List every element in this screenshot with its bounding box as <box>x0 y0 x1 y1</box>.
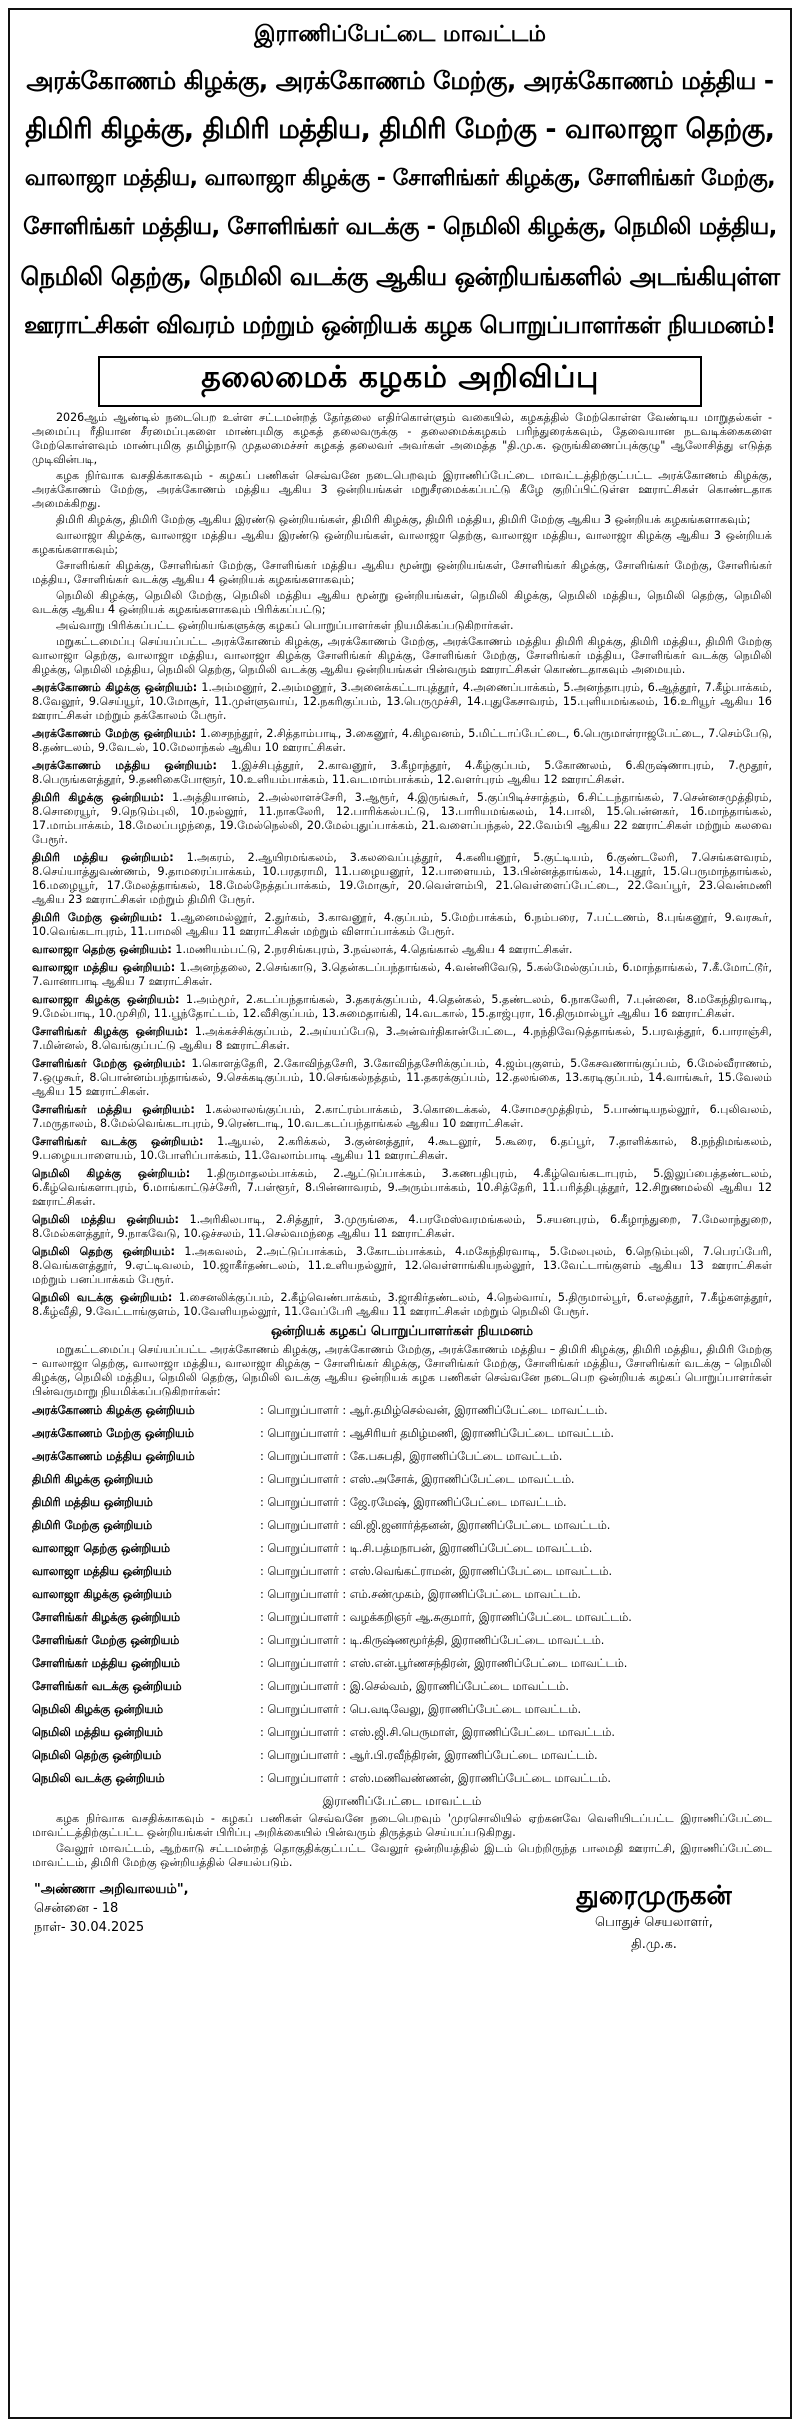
appointment-union: வாலாஜா தெற்கு ஒன்றியம் <box>32 1542 170 1555</box>
office-address: "அண்ணா அறிவாலயம்", <box>34 1882 189 1897</box>
union-name: திமிரி மேற்கு ஒன்றியம்: <box>32 911 163 924</box>
notice-body <box>10 411 790 1870</box>
appointment-row <box>32 1541 772 1557</box>
issue-date: நாள்- 30.04.2025 <box>34 1920 145 1935</box>
union-section <box>32 943 772 957</box>
appointment-person: : பொறுப்பாளர் : இ.செல்வம், இராணிப்பேட்டை மாவட்டம். <box>260 1680 569 1693</box>
union-section <box>32 1103 772 1131</box>
appointment-union: நெமிலி கிழக்கு ஒன்றியம் <box>32 1703 163 1716</box>
signatory-party: தி.மு.க. <box>631 1937 677 1952</box>
intro-paragraph: மறுகட்டமைப்பு செய்யப்பட்ட அரக்கோணம் கிழக்கு, அரக்கோணம் மேற்கு, அரக்கோணம் மத்திய திமிரி கிழக்கு, திமிரி மத்திய, திமிரி மேற்கு வாலாஜா தெற்கு, வாலாஜா மத்திய, வாலாஜா கிழக்கு சோளிங்கர் கிழக்கு, சோளிங்கர் மேற்கு, சோளிங்கர் மத்திய, சோளிங்கர் வடக்கு நெமிலி கிழக்கு, நெமிலி மத்திய, நெமிலி தெற்கு, நெமிலி வடக்கு ஆகிய ஒன்றியங்கள் பின்வரும் ஊராட்சிகள் கொண்டதாகவும் அமையும். <box>32 635 772 676</box>
union-section <box>32 1291 772 1319</box>
headline-line: திமிரி கிழக்கு, திமிரி மத்திய, திமிரி மேற்கு - வாலாஜா தெற்கு, <box>25 114 775 145</box>
appointment-person: : பொறுப்பாளர் : பெ.வடிவேலு, இராணிப்பேட்டை மாவட்டம். <box>260 1703 582 1716</box>
union-villages: 1.அகரம், 2.ஆயிரமங்கலம், 3.கலவைப்புத்தூர், 4.கனியனூர், 5.குட்டியம், 6.குண்டலேரி, 7.செங்களவரம், 8.செய்யாத்துவண்ணம், 9.தாமரைப்பாக்கம், 10.பரதராமி, 11.பழையனூர், 12.பாளையம், 13.பின்னத்தாங்கல், 14.புதூர், 15.பெருமாந்தாங்கல், 16.மழையூர், 17.மேலத்தாங்கல், 18.மேல்நேத்தப்பாக்கம், 19.மோசூர், 20.வெள்ளம்பி, 21.வெள்ளைப்பேட்டை, 22.வேப்பூர், 23.வென்மணி ஆகிய 23 ஊராட்சிகள் மற்றும் திமிரி பேரூர். <box>32 851 773 906</box>
union-section <box>32 1025 772 1053</box>
appointment-union: அரக்கோணம் மத்திய ஒன்றியம் <box>32 1450 195 1463</box>
union-villages: 1.கல்லாலங்குப்பம், 2.காட்ரம்பாக்கம், 3.கொடைக்கல், 4.சோமசமுத்திரம், 5.பாண்டியநல்லூர், 6.புலிவலம், 7.மருதாலம், 8.மேல்வெங்கடாபுரம், 9.ரெண்டாடி, 10.வடகடப்பந்தாங்கல் ஆகிய 10 ஊராட்சிகள். <box>32 1103 772 1130</box>
union-section <box>32 791 772 847</box>
closing-paragraph: வேலூர் மாவட்டம், ஆற்காடு சட்டமன்றத் தொகுதிக்குட்பட்ட வேலூர் ஒன்றியத்தில் இடம் பெற்றிருந்த பாலமதி ஊராட்சி, இராணிப்பேட்டை மாவட்டம், திமிரி மேற்கு ஒன்றியத்தில் செயல்படும். <box>32 1842 772 1869</box>
appointment-union: திமிரி மத்திய ஒன்றியம் <box>32 1496 153 1509</box>
appointment-row <box>32 1449 772 1465</box>
appointment-row <box>32 1725 772 1741</box>
district-title: இராணிப்பேட்டை மாவட்டம் <box>254 22 546 47</box>
appointment-row <box>32 1495 772 1511</box>
headline-line: நெமிலி தெற்கு, நெமிலி வடக்கு ஆகிய ஒன்றியங்களில் அடங்கியுள்ள <box>20 262 780 291</box>
union-name: சோளிங்கர் மேற்கு ஒன்றியம்: <box>32 1057 186 1070</box>
notice-page <box>8 8 792 2419</box>
union-villages: 1.மணியம்பட்டு, 2.நரசிங்கபுரம், 3.நவ்லாக், 4.தெங்கால் ஆகிய 4 ஊராட்சிகள். <box>175 943 573 956</box>
appointment-row <box>32 1748 772 1764</box>
signature-block <box>10 1872 790 1956</box>
headline-line: ஊராட்சிகள் விவரம் மற்றும் ஒன்றியக் கழக பொறுப்பாளர்கள் நியமனம்! <box>24 311 776 339</box>
union-villages: 1.ஆயல், 2.கரிக்கல், 3.குன்னத்தூர், 4.கூடலூர், 5.கூரை, 6.தப்பூர், 7.தாளிக்கால், 8.நந்திமங்கலம், 9.பழையபாளையம், 10.போளிப்பாக்கம், 11.வேலாம்பாடி ஆகிய 11 ஊராட்சிகள். <box>32 1135 772 1162</box>
footer-district: இராணிப்பேட்டை மாவட்டம் <box>322 1794 482 1808</box>
issue-details <box>34 1880 189 1956</box>
intro-paragraph: வாலாஜா கிழக்கு, வாலாஜா மத்திய ஆகிய இரண்டு ஒன்றியங்கள், வாலாஜா தெற்கு, வாலாஜா மத்திய, வாலாஜா கிழக்கு ஆகிய 3 ஒன்றியக் கழகங்களாகவும்; <box>32 529 772 556</box>
appointments-table <box>32 1403 772 1787</box>
appointments-heading: ஒன்றியக் கழகப் பொறுப்பாளர்கள் நியமனம் <box>270 1324 534 1339</box>
union-villages: 1.அகவலம், 2.அட்டுப்பாக்கம், 3.கோடம்பாக்கம், 4.மகேந்திரவாடி, 5.மேலபுலம், 6.நெடும்புலி, 7.பெரப்பேரி, 8.வெங்களத்தூர், 9.ஏட்டிவலம், 10.ஜாகீர்தண்டலம், 11.உளியநல்லூர், 12.வெள்ளாங்கியநல்லூர், 13.வேட்டாங்குளம் ஆகிய 13 ஊராட்சிகள் மற்றும் பனப்பாக்கம் பேரூர். <box>32 1245 772 1286</box>
union-section <box>32 1213 772 1241</box>
union-name: அரக்கோணம் மேற்கு ஒன்றியம்: <box>32 727 197 740</box>
appointment-row <box>32 1679 772 1695</box>
union-name: வாலாஜா மத்திய ஒன்றியம்: <box>32 961 176 974</box>
office-city: சென்னை - 18 <box>34 1901 119 1916</box>
appointment-person: : பொறுப்பாளர் : ஜே.ரமேஷ், இராணிப்பேட்டை மாவட்டம். <box>260 1496 567 1509</box>
appointment-person: : பொறுப்பாளர் : எஸ்.என்.பூர்ணசந்திரன், இராணிப்பேட்டை மாவட்டம். <box>260 1657 628 1670</box>
union-villages: 1.திருமாதலம்பாக்கம், 2.ஆட்டுப்பாக்கம், 3.கணபதிபுரம், 4.கீழ்வெங்கடாபுரம், 5.இலுப்பைத்தண்டலம், 6.கீழ்வெங்களாபுரம், 6.மாங்காட்டுச்சேரி, 7.பள்ளூர், 8.பின்னாவரம், 9.அரும்பாக்கம், 10.சித்தேரி, 11.பரித்திபுத்தூர், 12.சிறுணமல்லி ஆகிய 12 ஊராட்சிகள். <box>32 1167 772 1208</box>
appointment-union: நெமிலி வடக்கு ஒன்றியம் <box>32 1772 165 1785</box>
appointment-person: : பொறுப்பாளர் : எஸ்.அசோக், இராணிப்பேட்டை மாவட்டம். <box>260 1473 575 1486</box>
appointment-person: : பொறுப்பாளர் : ஆர்.தமிழ்செல்வன், இராணிப்பேட்டை மாவட்டம். <box>260 1404 608 1417</box>
headquarters-announcement-banner: தலைமைக் கழகம் அறிவிப்பு <box>98 356 702 407</box>
appointment-person: : பொறுப்பாளர் : எம்.சண்முகம், இராணிப்பேட்டை மாவட்டம். <box>260 1588 582 1601</box>
appointment-row <box>32 1587 772 1603</box>
closing-paragraph: கழக நிர்வாக வசதிக்காகவும் - கழகப் பணிகள் செவ்வனே நடைபெறவும் 'முரசொலியில் ஏற்கனவே வெளியிடப்பட்ட இராணிப்பேட்டை மாவட்டத்திற்குட்பட்ட ஒன்றியங்கள் பிரிப்பு அறிக்கையில் பின்வரும் திருத்தம் செய்யப்படுகிறது. <box>32 1812 772 1839</box>
union-villages: 1.அம்மனூர், 2.அம்மனூர், 3.அனைக்கட்டாபுத்தூர், 4.அணைப்பாக்கம், 5.அனந்தாபுரம், 6.ஆத்தூர், 7.கீழ்பாக்கம், 8.வேலூர், 9.செய்யூர், 10.மோசூர், 11.முள்ளுவாய், 12.நகரிகுப்பம், 13.பெருமுச்சி, 14.புதுகேசாவரம், 15.புளியமங்கலம், 16.உரியூர் ஆகிய 16 ஊராட்சிகள் மற்றும் தக்கோலம் பேரூர். <box>32 681 773 722</box>
union-name: சோளிங்கர் மத்திய ஒன்றியம்: <box>32 1103 195 1116</box>
intro-paragraph: நெமிலி கிழக்கு, நெமிலி மேற்கு, நெமிலி மத்திய ஆகிய மூன்று ஒன்றியங்கள், நெமிலி கிழக்கு, நெமிலி மத்திய, நெமிலி தெற்கு, நெமிலி வடக்கு ஆகிய 4 ஒன்றியக் கழகங்களாகவும் பிரிக்கப்பட்டு; <box>32 589 772 616</box>
union-name: நெமிலி கிழக்கு ஒன்றியம்: <box>32 1167 191 1180</box>
union-name: அரக்கோணம் கிழக்கு ஒன்றியம்: <box>32 681 198 694</box>
union-name: சோளிங்கர் வடக்கு ஒன்றியம்: <box>32 1135 204 1148</box>
appointments-intro: மறுகட்டமைப்பு செய்யப்பட்ட அரக்கோணம் கிழக்கு, அரக்கோணம் மேற்கு, அரக்கோணம் மத்திய – திமிரி கிழக்கு, திமிரி மத்திய, திமிரி மேற்கு – வாலாஜா தெற்கு, வாலாஜா மத்திய, வாலாஜா கிழக்கு – சோளிங்கர் கிழக்கு, சோளிங்கர் மேற்கு, சோளிங்கர் மத்திய, சோளிங்கர் வடக்கு – நெமிலி கிழக்கு, நெமிலி மத்திய, நெமிலி தெற்கு, நெமிலி வடக்கு ஆகிய ஒன்றியக் கழக பணிகள் செவ்வனே நடைபெற ஒன்றியக் கழகப் பொறுப்பாளர்கள் பின்வருமாறு நியமிக்கப்படுகிறார்கள்: <box>32 1343 773 1398</box>
union-section <box>32 1167 772 1209</box>
appointment-union: திமிரி மேற்கு ஒன்றியம் <box>32 1519 153 1532</box>
union-villages: 1.அத்தியானம், 2.அல்லாளச்சேரி, 3.ஆரூர், 4.இருங்கூர், 5.குப்பிடிச்சாத்தம், 6.சிட்டந்தாங்கல், 7.சென்னசமுத்திரம், 8.சொரையூர், 9.நெடும்புலி, 10.நல்லூர், 11.நாகலேரி, 12.பாரிக்கல்பட்டு, 13.பாரியமங்கலம், 14.பாலி, 15.பென்னகர், 16.மாந்தாங்கல், 17.மாம்பாக்கம், 18.மேலப்பழந்தை, 19.மேல்நெல்லி, 20.மேல்புதுப்பாக்கம், 21.வளைப்பந்தல், 22.வேம்பி ஆகிய 22 ஊராட்சிகள் மற்றும் கலவை பேரூர். <box>32 791 772 846</box>
union-name: வாலாஜா கிழக்கு ஒன்றியம்: <box>32 993 180 1006</box>
signatory-name: துரைமுருகன் <box>576 1881 732 1911</box>
intro-paragraph: சோளிங்கர் கிழக்கு, சோளிங்கர் மேற்கு, சோளிங்கர் மத்திய ஆகிய மூன்று ஒன்றியங்கள், சோளிங்கர் கிழக்கு, சோளிங்கர் மேற்கு, சோளிங்கர் மத்திய, சோளிங்கர் வடக்கு ஆகிய 4 ஒன்றியக் கழகங்களாகவும்; <box>32 559 772 586</box>
appointment-person: : பொறுப்பாளர் : எஸ்.வெங்கட்ராமன், இராணிப்பேட்டை மாவட்டம். <box>260 1565 613 1578</box>
appointment-person: : பொறுப்பாளர் : டி.கிருஷ்ணமூர்த்தி, இராணிப்பேட்டை மாவட்டம். <box>260 1634 605 1647</box>
appointment-union: நெமிலி தெற்கு ஒன்றியம் <box>32 1749 162 1762</box>
headline <box>10 50 790 350</box>
union-villages: 1.இச்சிபுத்தூர், 2.காவனூர், 3.கீழாந்தூர், 4.கீழ்குப்பம், 5.கோணலம், 6.கிருஷ்ணாபுரம், 7.மூதூர், 8.பெருங்களத்தூர், 9.தணிகைபோளூர், 10.உளியம்பாக்கம், 11.வடமாம்பாக்கம், 12.வளர்புரம் ஆகிய 12 ஊராட்சிகள். <box>32 759 772 786</box>
appointment-person: : பொறுப்பாளர் : வி.ஜி.ஜனார்த்தனன், இராணிப்பேட்டை மாவட்டம். <box>260 1519 611 1532</box>
intro-paragraph: திமிரி கிழக்கு, திமிரி மேற்கு ஆகிய இரண்டு ஒன்றியங்கள், திமிரி கிழக்கு, திமிரி மத்திய, திமிரி மேற்கு ஆகிய 3 ஒன்றியக் கழகங்களாகவும்; <box>56 513 751 526</box>
union-name: நெமிலி தெற்கு ஒன்றியம்: <box>32 1245 175 1258</box>
appointment-union: வாலாஜா மத்திய ஒன்றியம் <box>32 1565 172 1578</box>
union-name: சோளிங்கர் கிழக்கு ஒன்றியம்: <box>32 1025 189 1038</box>
union-name: திமிரி மத்திய ஒன்றியம்: <box>32 851 174 864</box>
appointment-row <box>32 1633 772 1649</box>
appointment-union: அரக்கோணம் மேற்கு ஒன்றியம் <box>32 1427 194 1440</box>
appointment-row <box>32 1403 772 1419</box>
union-villages: 1.சைனலிக்குப்பம், 2.கீழ்வெண்பாக்கம், 3.ஜாகிர்தண்டலம், 4.நெல்வாய், 5.திருமால்பூர், 6.எலத்தூர், 7.கீழ்களத்தூர், 8.கீழ்வீதி, 9.வேட்டாங்குளம், 10.வேளியநல்லூர், 11.வேப்பேரி ஆகிய 11 ஊராட்சிகள் மற்றும் நெமிலி பேரூர். <box>32 1291 772 1318</box>
union-villages: 1.கொளத்தேரி, 2.கோவிந்தசேரி, 3.கோவிந்தசேரிக்குப்பம், 4.ஜம்புகுளம், 5.கேசவணாங்குப்பம், 6.மேல்வீராணம், 7.ஒழுகூர், 8.பொன்னம்பந்தாங்கல், 9.செக்கடிகுப்பம், 10.செங்கல்நத்தம், 11.தகரக்குப்பம், 12.தலங்கை, 13.கரடிகுப்பம், 14.வாங்கூர், 15.வேலம் ஆகிய 15 ஊராட்சிகள். <box>32 1057 772 1098</box>
appointment-row <box>32 1656 772 1672</box>
union-name: திமிரி கிழக்கு ஒன்றியம்: <box>32 791 165 804</box>
appointment-union: அரக்கோணம் கிழக்கு ஒன்றியம் <box>32 1404 195 1417</box>
union-villages: 1.அரிகிலபாடி, 2.சித்தூர், 3.முருங்கை, 4.பரமேஸ்வரமங்கலம், 5.சயனபுரம், 6.கீழாந்துறை, 7.மேலாந்துறை, 8.மேல்களத்தூர், 9.நாகவேடு, 10.ஒச்சலம், 11.செல்வமந்தை ஆகிய 11 ஊராட்சிகள். <box>32 1213 772 1240</box>
appointment-union: சோளிங்கர் மேற்கு ஒன்றியம் <box>32 1634 180 1647</box>
union-section <box>32 851 772 907</box>
appointment-row <box>32 1702 772 1718</box>
appointment-row <box>32 1564 772 1580</box>
appointment-union: நெமிலி மத்திய ஒன்றியம் <box>32 1726 163 1739</box>
appointment-union: சோளிங்கர் கிழக்கு ஒன்றியம் <box>32 1611 181 1624</box>
appointment-row <box>32 1771 772 1787</box>
union-section <box>32 1057 772 1099</box>
union-villages: 1.அக்கச்சிக்குப்பம், 2.அய்யப்பேடு, 3.அன்வர்திகான்பேட்டை, 4.நந்திவேடுத்தாங்கல், 5.பரவத்தூர், 6.பாராஞ்சி, 7.மின்னல், 8.வெங்குப்பட்டு ஆகிய 8 ஊராட்சிகள். <box>32 1025 773 1052</box>
union-name: வாலாஜா தெற்கு ஒன்றியம்: <box>32 943 172 956</box>
union-villages: 1.அனந்தலை, 2.செங்காடு, 3.தென்கடப்பந்தாங்கல், 4.வன்னிவேடு, 5.கல்மேல்குப்பம், 6.மாந்தாங்கல், 7.கீ.மோட்டூர், 7.வானாபாடி ஆகிய 7 ஊராட்சிகள். <box>32 961 772 988</box>
headline-line: சோளிங்கர் மத்திய, சோளிங்கர் வடக்கு - நெமிலி கிழக்கு, நெமிலி மத்திய, <box>23 214 777 240</box>
union-section <box>32 759 772 787</box>
appointment-person: : பொறுப்பாளர் : ஆர்.பி.ரவீந்திரன், இராணிப்பேட்டை மாவட்டம். <box>260 1749 598 1762</box>
appointment-union: வாலாஜா கிழக்கு ஒன்றியம் <box>32 1588 172 1601</box>
union-villages: 1.சைநந்தூர், 2.சித்தாம்பாடி, 3.கைனூர், 4.கிழவனம், 5.மிட்டாப்பேட்டை, 6.பெருமாள்ராஜபேட்டை, 7.செம்பேடு, 8.தண்டலம், 9.வேடல், 10.மேலாந்கல் ஆகிய 10 ஊராட்சிகள். <box>32 727 772 754</box>
union-name: அரக்கோணம் மத்திய ஒன்றியம்: <box>32 759 217 772</box>
appointment-row <box>32 1472 772 1488</box>
headline-line: வாலாஜா மத்திய, வாலாஜா கிழக்கு - சோளிங்கர் கிழக்கு, சோளிங்கர் மேற்கு, <box>24 166 776 191</box>
union-section <box>32 727 772 755</box>
union-section <box>32 681 772 723</box>
appointment-person: : பொறுப்பாளர் : ஆசிரியர் தமிழ்மணி, இராணிப்பேட்டை மாவட்டம். <box>260 1427 614 1440</box>
appointment-union: சோளிங்கர் வடக்கு ஒன்றியம் <box>32 1680 182 1693</box>
union-name: நெமிலி வடக்கு ஒன்றியம்: <box>32 1291 173 1304</box>
union-section <box>32 993 772 1021</box>
intro-paragraph: கழக நிர்வாக வசதிக்காகவும் - கழகப் பணிகள் செவ்வனே நடைபெறவும் இராணிப்பேட்டை மாவட்டத்திற்குட்பட்ட அரக்கோணம் கிழக்கு, அரக்கோணம் மேற்கு, அரக்கோணம் மத்திய ஆகிய 3 ஒன்றியங்கள் மறுசீரமைக்கப்பட்டு கீழே குறிப்பிட்டுள்ள ஊராட்சிகள் கொண்டதாக அமைக்கிறது. <box>32 469 772 510</box>
appointment-row <box>32 1426 772 1442</box>
appointment-union: திமிரி கிழக்கு ஒன்றியம் <box>32 1473 153 1486</box>
intro-paragraph: 2026ஆம் ஆண்டில் நடைபெற உள்ள சட்டமன்றத் தேர்தலை எதிர்கொள்ளும் வகையில், கழகத்தில் மேற்கொள்ள வேண்டிய மாறுதல்கள் - அமைப்பு ரீதியான சீரமைப்புகளை மாண்புமிகு கழகத் தலைவருக்கு - தலைமைக்கழகம் பரிந்துரைக்கவும், தேவையான நடவடிக்கைகளை மேற்கொள்ளவும் மாண்புமிகு தமிழ்நாடு முதலமைச்சர் கழகத் தலைவர் அவர்கள் அமைத்த "தி.மு.க. ஒருங்கிணைப்புக்குழு" ஆலோசித்து எடுத்த முடிவின்படி, <box>32 411 772 466</box>
appointment-person: : பொறுப்பாளர் : வழக்கறிஞர் ஆ.சுகுமார், இராணிப்பேட்டை மாவட்டம். <box>260 1611 632 1624</box>
signatory <box>544 1880 764 1956</box>
intro-paragraph: அவ்வாறு பிரிக்கப்பட்ட ஒன்றியங்களுக்கு கழகப் பொறுப்பாளர்கள் நியமிக்கப்படுகிறார்கள். <box>56 619 514 632</box>
union-section <box>32 1135 772 1163</box>
appointment-person: : பொறுப்பாளர் : எஸ்.மணிவண்ணன், இராணிப்பேட்டை மாவட்டம். <box>260 1772 611 1785</box>
signatory-designation: பொதுச் செயலாளர், <box>595 1915 713 1930</box>
union-section <box>32 1245 772 1287</box>
appointment-row <box>32 1518 772 1534</box>
appointment-union: சோளிங்கர் மத்திய ஒன்றியம் <box>32 1657 180 1670</box>
union-villages: 1.அம்மூர், 2.கடப்பந்தாங்கல், 3.தகரக்குப்பம், 4.தென்கல், 5.தண்டலம், 6.நாகலேரி, 7.புன்னை, 8.மகேந்திரவாடி, 9.மேல்பாடி, 10.முசிறி, 11.பூந்தோட்டம், 12.வீசிகுப்பம், 13.சுமைதாங்கி, 14.வடகால், 15.தாஜ்புரா, 16.திருமால்பூர் ஆகிய 16 ஊராட்சிகள். <box>32 993 772 1020</box>
appointment-row <box>32 1610 772 1626</box>
union-section <box>32 961 772 989</box>
headline-line: அரக்கோணம் கிழக்கு, அரக்கோணம் மேற்கு, அரக்கோணம் மத்திய - <box>26 66 774 95</box>
appointment-person: : பொறுப்பாளர் : கே.பசுபதி, இராணிப்பேட்டை மாவட்டம். <box>260 1450 563 1463</box>
appointment-person: : பொறுப்பாளர் : டி.சி.பத்மநாபன், இராணிப்பேட்டை மாவட்டம். <box>260 1542 593 1555</box>
union-villages: 1.ஆனைமல்லூர், 2.துர்கம், 3.காவனூர், 4.குப்பம், 5.மேற்பாக்கம், 6.நம்பரை, 7.பட்டணம், 8.புங்கனூர், 9.வரகூர், 10.வெங்கடாபுரம், 11.பாமலி ஆகிய 11 ஊராட்சிகள் மற்றும் விளாப்பாக்கம் பேரூர். <box>32 911 773 938</box>
union-name: நெமிலி மத்திய ஒன்றியம்: <box>32 1213 179 1226</box>
appointment-person: : பொறுப்பாளர் : எஸ்.ஜி.சி.பெருமாள், இராணிப்பேட்டை மாவட்டம். <box>260 1726 615 1739</box>
union-section <box>32 911 772 939</box>
